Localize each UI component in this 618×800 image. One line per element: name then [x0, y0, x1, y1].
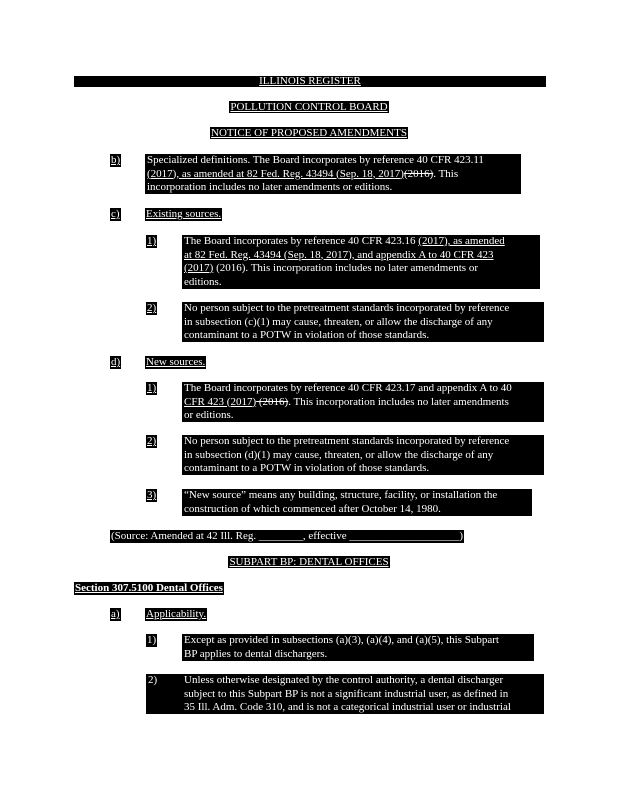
item-c1-label: 1) — [147, 235, 157, 247]
register-title: ILLINOIS REGISTER — [259, 75, 361, 87]
notice-title: NOTICE OF PROPOSED AMENDMENTS — [211, 127, 407, 139]
subsection-a-title: Applicability. — [146, 608, 207, 620]
item-a1-label: 1) — [147, 634, 157, 646]
register-header — [74, 76, 546, 87]
board-title: POLLUTION CONTROL BOARD — [230, 101, 388, 113]
item-d3-text: “New source” means any building, structure, facility, or installation the construction of which commenced after October 14, 1980. — [182, 489, 532, 516]
source-note: (Source: Amended at 42 Ill. Reg. ________, effective ____________________) — [111, 530, 464, 542]
item-d1-label: 1) — [147, 382, 157, 394]
item-a1-text: Except as provided in subsections (a)(3), (a)(4), and (a)(5), this Subpart BP applies to dental dischargers. — [182, 634, 534, 661]
subsection-b-text — [145, 154, 521, 194]
item-d2-text: No person subject to the pretreatment standards incorporated by reference in subsection (d)(1) may cause, threaten, or allow the discharge of any contaminant to a POTW in violation of those standards. — [182, 435, 544, 475]
item-d3-label: 3) — [147, 489, 157, 501]
item-c2-text: No person subject to the pretreatment standards incorporated by reference in subsection (c)(1) may cause, threaten, or allow the discharge of any contaminant to a POTW in violation of those standards. — [182, 302, 544, 342]
item-c1-text: The Board incorporates by reference 40 CFR 423.16 (2017), as amended at 82 Fed. Reg. 43494 (Sep. 18, 2017), and appendix A to 40 CFR 423 (2017) (2016). This incorporation includes no later amendments or editions. — [182, 235, 540, 289]
item-c2-label: 2) — [147, 302, 157, 314]
subpart-heading-line — [0, 556, 618, 570]
notice-title-line — [0, 127, 618, 141]
subsection-c-label: c) — [111, 208, 120, 220]
subsection-b-line-2: (2017), as amended at 82 Fed. Reg. 43494 (Sep. 18, 2017)(2016). This — [147, 167, 459, 180]
item-a2-block — [146, 674, 544, 714]
subsection-d-title: New sources. — [146, 356, 206, 368]
subpart-heading: SUBPART BP: DENTAL OFFICES — [229, 556, 389, 568]
item-a2-label: 2) — [148, 674, 158, 686]
subsection-a-label: a) — [111, 608, 120, 620]
subsection-c-title: Existing sources. — [146, 208, 222, 220]
item-d1-text: The Board incorporates by reference 40 CFR 423.17 and appendix A to 40 CFR 423 (2017) (2016). This incorporation includes no later amendments or editions. — [182, 382, 544, 422]
item-d2-label: 2) — [147, 435, 157, 447]
subsection-b-line-3: incorporation includes no later amendments or editions. — [147, 181, 393, 193]
board-title-line — [0, 101, 618, 115]
subsection-b-line-1: Specialized definitions. The Board incorporates by reference 40 CFR 423.11 — [147, 154, 484, 166]
subsection-d-label: d) — [111, 356, 121, 368]
subsection-b-label: b) — [111, 154, 121, 166]
section-heading: Section 307.5100 Dental Offices — [75, 582, 223, 594]
item-a2-text: Unless otherwise designated by the control authority, a dental discharger subject to this Subpart BP is not a significant industrial user, as defined in 35 Ill. Adm. Code 310, and is not a categorical industrial user or industrial — [184, 674, 511, 713]
